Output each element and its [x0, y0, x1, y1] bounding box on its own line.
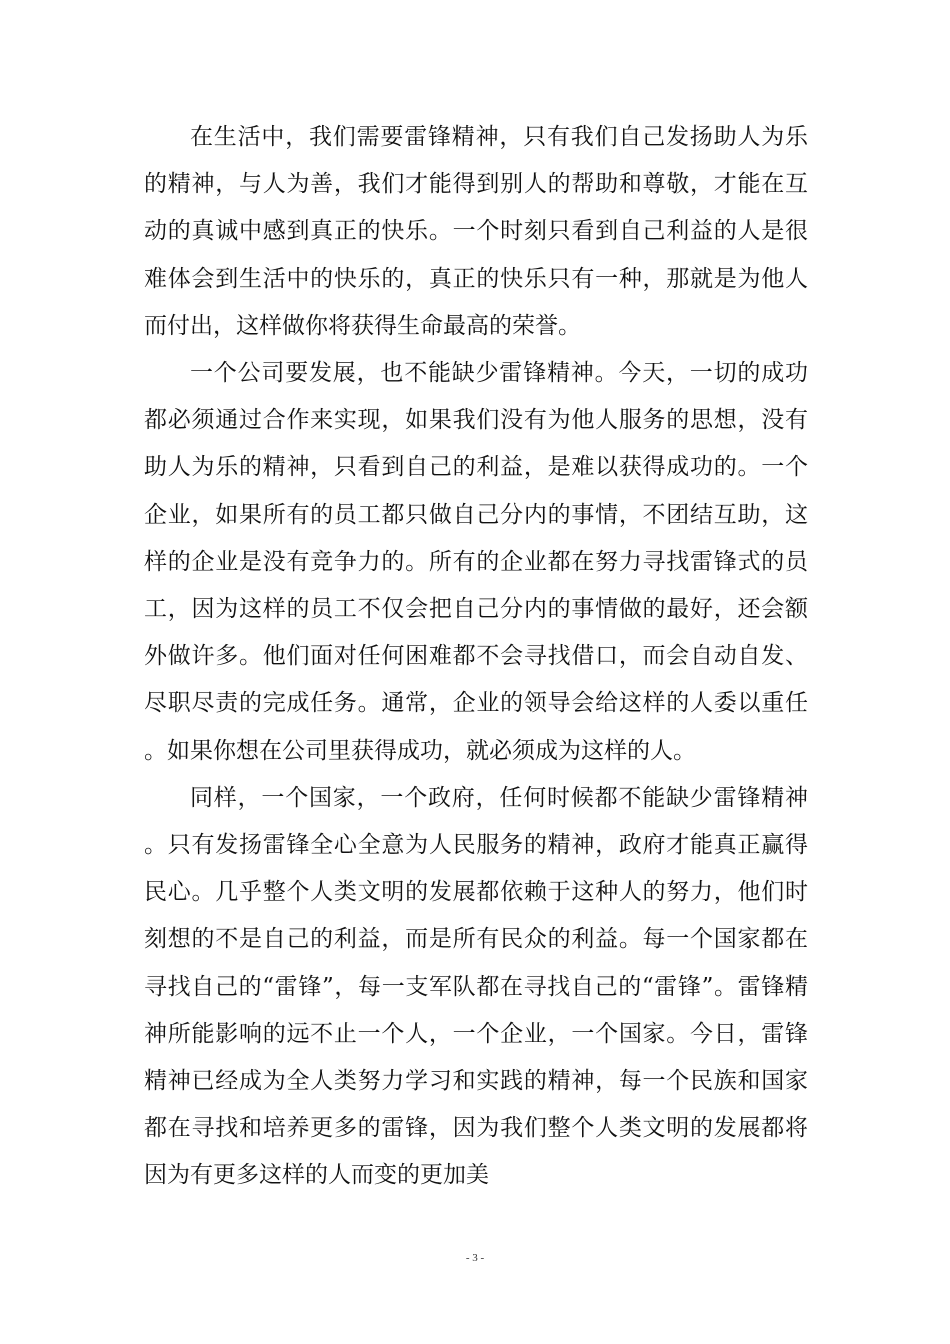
- page-number: - 3 -: [465, 1252, 485, 1264]
- paragraph-2: 一个公司要发展，也不能缺少雷锋精神。今天，一切的成功都必须通过合作来实现，如果我们没有为他人服务的思想，没有助人为乐的精神，只看到自己的利益，是难以获得成功的。一个企业，如果所有的员工都只做自己分内的事情，不团结互助，这样的企业是没有竞争力的。所有的企业都在努力寻找雷锋式的员工，因为这样的员工不仅会把自己分内的事情做的最好，还会额外做许多。他们面对任何困难都不会寻找借口，而会自动自发、尽职尽责的完成任务。通常，企业的领导会给这样的人委以重任。如果你想在公司里获得成功，就必须成为这样的人。: [144, 360, 808, 764]
- document-body: [144, 114, 808, 1200]
- paragraph-1: 在生活中，我们需要雷锋精神，只有我们自己发扬助人为乐的精神，与人为善，我们才能得到别人的帮助和尊敬，才能在互动的真诚中感到真正的快乐。一个时刻只看到自己利益的人是很难体会到生活中的快乐的，真正的快乐只有一种，那就是为他人而付出，这样做你将获得生命最高的荣誉。: [144, 124, 808, 339]
- paragraph-3: 同样，一个国家，一个政府，任何时候都不能缺少雷锋精神。只有发扬雷锋全心全意为人民服务的精神，政府才能真正赢得民心。几乎整个人类文明的发展都依赖于这种人的努力，他们时刻想的不是自己的利益，而是所有民众的利益。每一个国家都在寻找自己的“雷锋”，每一支军队都在寻找自己的“雷锋”。雷锋精神所能影响的远不止一个人，一个企业，一个国家。今日，雷锋精神已经成为全人类努力学习和实践的精神，每一个民族和国家都在寻找和培养更多的雷锋，因为我们整个人类文明的发展都将因为有更多这样的人而变的更加美: [144, 784, 808, 1189]
